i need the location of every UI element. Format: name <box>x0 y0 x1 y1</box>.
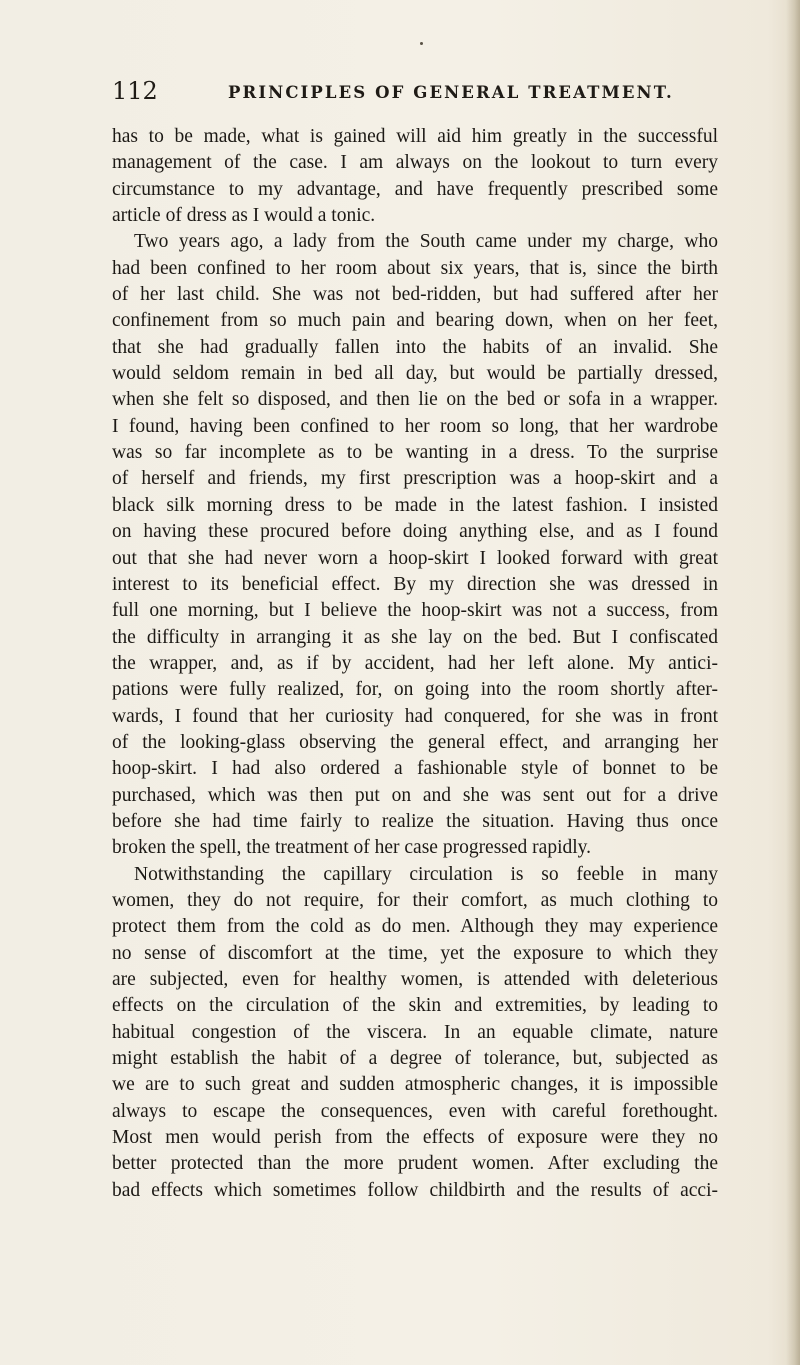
text-line: hoop-skirt. I had also ordered a fashionable style of bonnet to be <box>112 758 718 780</box>
text-line: circumstance to my advantage, and have frequently prescribed some <box>112 178 718 200</box>
text-line: better protected than the more prudent women. After excluding the <box>112 1153 718 1175</box>
print-speck <box>420 42 423 45</box>
text-line: bad effects which sometimes follow childbirth and the results of acci- <box>112 1179 718 1201</box>
text-line: habitual congestion of the viscera. In an equable climate, nature <box>112 1021 718 1043</box>
text-line: protect them from the cold as do men. Although they may experience <box>112 916 718 938</box>
text-line: before she had time fairly to realize the situation. Having thus once <box>112 810 718 832</box>
text-line: article of dress as I would a tonic. <box>112 205 376 227</box>
text-line: women, they do not require, for their comfort, as much clothing to <box>112 889 718 911</box>
text-line: on having these procured before doing anything else, and as I found <box>112 521 718 543</box>
text-line: that she had gradually fallen into the habits of an invalid. She <box>112 336 718 358</box>
text-line: purchased, which was then put on and she was sent out for a drive <box>112 784 718 806</box>
text-line: of her last child. She was not bed-ridden, but had suffered after her <box>112 284 718 306</box>
text-line: had been confined to her room about six years, that is, since the birth <box>112 257 718 279</box>
page-number: 112 <box>112 77 158 105</box>
text-line: Two years ago, a lady from the South came under my charge, who <box>134 231 718 253</box>
text-line: no sense of discomfort at the time, yet the exposure to which they <box>112 942 718 964</box>
text-line: broken the spell, the treatment of her case progressed rapidly. <box>112 837 592 859</box>
text-line: has to be made, what is gained will aid him greatly in the successful <box>112 126 718 147</box>
text-line: we are to such great and sudden atmospheric changes, it is impossible <box>112 1074 718 1096</box>
text-line: effects on the circulation of the skin and extremities, by leading to <box>112 995 718 1017</box>
text-line: was so far incomplete as to be wanting in a dress. To the surprise <box>112 442 718 464</box>
text-line: the wrapper, and, as if by accident, had her left alone. My antici- <box>112 652 718 674</box>
text-line: black silk morning dress to be made in the latest fashion. I insisted <box>112 494 718 516</box>
running-head: PRINCIPLES OF GENERAL TREATMENT. <box>228 83 674 102</box>
text-line: full one morning, but I believe the hoop-skirt was not a success, from <box>112 600 718 622</box>
page-edge-shadow <box>786 0 800 1365</box>
text-line: would seldom remain in bed all day, but would be partially dressed, <box>112 363 718 385</box>
text-line: Most men would perish from the effects of exposure were they no <box>112 1127 718 1149</box>
text-line: are subjected, even for healthy women, is attended with deleterious <box>112 969 718 990</box>
text-line: might establish the habit of a degree of tolerance, but, subjected as <box>112 1048 718 1070</box>
text-line: interest to its beneficial effect. By my direction she was dressed in <box>112 573 718 595</box>
body-text <box>112 124 718 1204</box>
text-line: wards, I found that her curiosity had conquered, for she was in front <box>112 705 718 727</box>
text-line: confinement from so much pain and bearing down, when on her feet, <box>112 310 718 332</box>
text-line: management of the case. I am always on the lookout to turn every <box>112 152 718 174</box>
text-line: always to escape the consequences, even with careful forethought. <box>112 1100 718 1122</box>
page-header <box>112 76 672 110</box>
text-line: the difficulty in arranging it as she lay on the bed. But I confiscated <box>112 626 718 648</box>
text-line: Notwithstanding the capillary circulation is so feeble in many <box>134 863 718 885</box>
text-line: I found, having been confined to her room so long, that her wardrobe <box>112 415 718 437</box>
text-line: out that she had never worn a hoop-skirt I looked forward with great <box>112 547 718 569</box>
text-line: when she felt so disposed, and then lie on the bed or sofa in a wrapper. <box>112 389 718 411</box>
text-line: of herself and friends, my first prescription was a hoop-skirt and a <box>112 468 718 490</box>
text-line: of the looking-glass observing the general effect, and arranging her <box>112 731 718 753</box>
text-line: pations were fully realized, for, on going into the room shortly after- <box>112 679 718 701</box>
